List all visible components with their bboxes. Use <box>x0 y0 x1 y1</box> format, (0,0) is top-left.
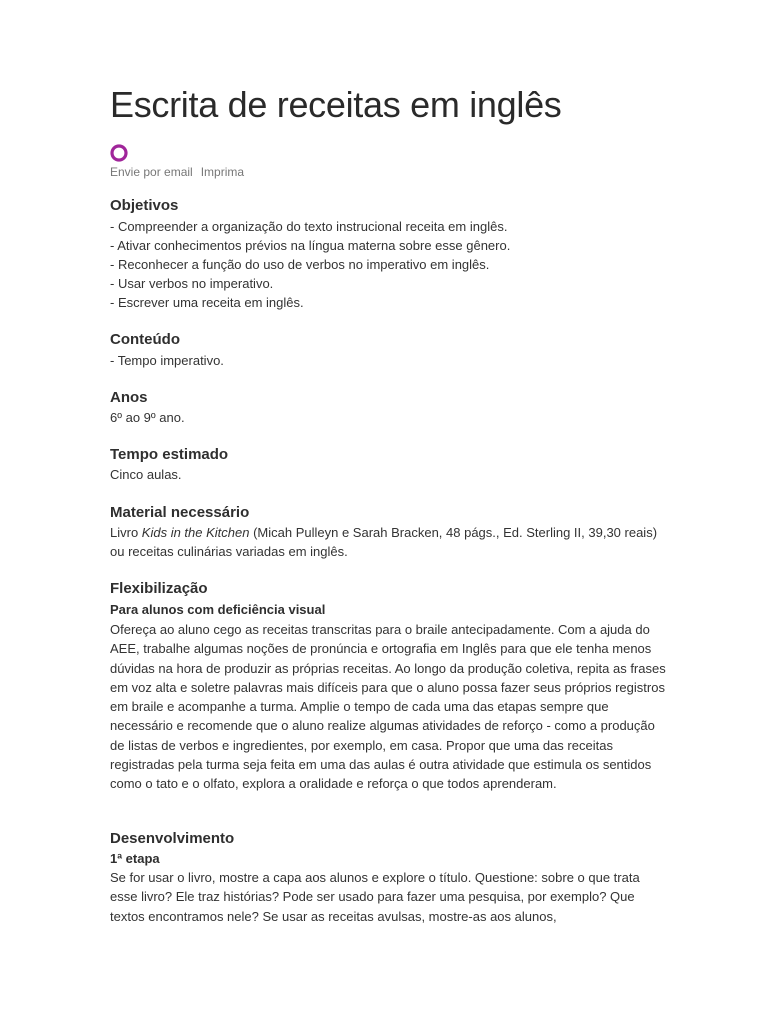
print-link[interactable]: Imprima <box>200 165 245 179</box>
section-heading-anos: Anos <box>110 389 148 406</box>
page-title: Escrita de receitas em inglês <box>110 84 562 125</box>
tempo-text: Cinco aulas. <box>110 467 182 482</box>
objective-item: - Reconhecer a função do uso de verbos no imperativo em inglês. <box>110 257 490 272</box>
section-heading-material: Material necessário <box>110 504 250 521</box>
desenvolvimento-text: Se for usar o livro, mostre a capa aos alunos e explore o título. Questione: sobre o que trata esse livro? Ele traz histórias? Pode ser usado para fazer uma pesquisa, por exemplo? Que textos encontramos nele? Se usar as receitas avulsas, mostre-as aos alunos, <box>110 870 640 924</box>
email-link[interactable]: Envie por email <box>110 165 193 179</box>
objective-item: - Compreender a organização do texto instrucional receita em inglês. <box>110 219 508 234</box>
section-heading-tempo: Tempo estimado <box>110 446 229 463</box>
flexibilizacao-text: Ofereça ao aluno cego as receitas transcritas para o braile antecipadamente. Com a ajuda do AEE, trabalhe algumas noções de pronúncia e ortografia em Inglês para que ele tenha menos dúvidas na hora de produzir as próprias receitas. Ao longo da produção coletiva, repita as frases em voz alta e soletre palavras mais difíceis para que o aluno possa fazer seus próprios registros em braile e acompanhe a turma. Amplie o tempo de cada uma das etapas sempre que necessário e recomende que o aluno realize algumas atividades de reforço - como a produção de listas de verbos e ingredientes, por exemplo, em casa. Propor que uma das receitas registradas pela turma seja feita em uma das aulas é outra atividade que estimula os sentidos como o tato e o olfato, explora a oralidade e reforça o que todos aprenderam. <box>110 622 666 792</box>
anos-text: 6º ao 9º ano. <box>110 410 185 425</box>
section-heading-conteudo: Conteúdo <box>110 331 180 348</box>
article-actions <box>110 165 244 179</box>
subheading-deficiencia-visual: Para alunos com deficiência visual <box>110 602 326 617</box>
material-text <box>110 523 670 562</box>
section-heading-desenvolvimento: Desenvolvimento <box>110 830 235 847</box>
objective-item: - Escrever uma receita em inglês. <box>110 295 304 310</box>
section-heading-objetivos: Objetivos <box>110 197 179 214</box>
objective-item: - Ativar conhecimentos prévios na língua materna sobre esse gênero. <box>110 238 511 253</box>
subheading-etapa-1: 1ª etapa <box>110 851 160 866</box>
material-text-before: Livro <box>110 525 142 540</box>
book-title: Kids in the Kitchen <box>141 525 250 540</box>
material-text-after: (Micah Pulleyn e Sarah Bracken, 48 págs., Ed. Sterling II, 39,30 reais) ou receitas culinárias variadas em inglês. <box>110 525 658 560</box>
objective-item: - Usar verbos no imperativo. <box>110 276 274 291</box>
conteudo-text: - Tempo imperativo. <box>110 353 224 368</box>
ring-logo-icon <box>110 144 128 162</box>
section-heading-flexibilizacao: Flexibilização <box>110 580 208 597</box>
